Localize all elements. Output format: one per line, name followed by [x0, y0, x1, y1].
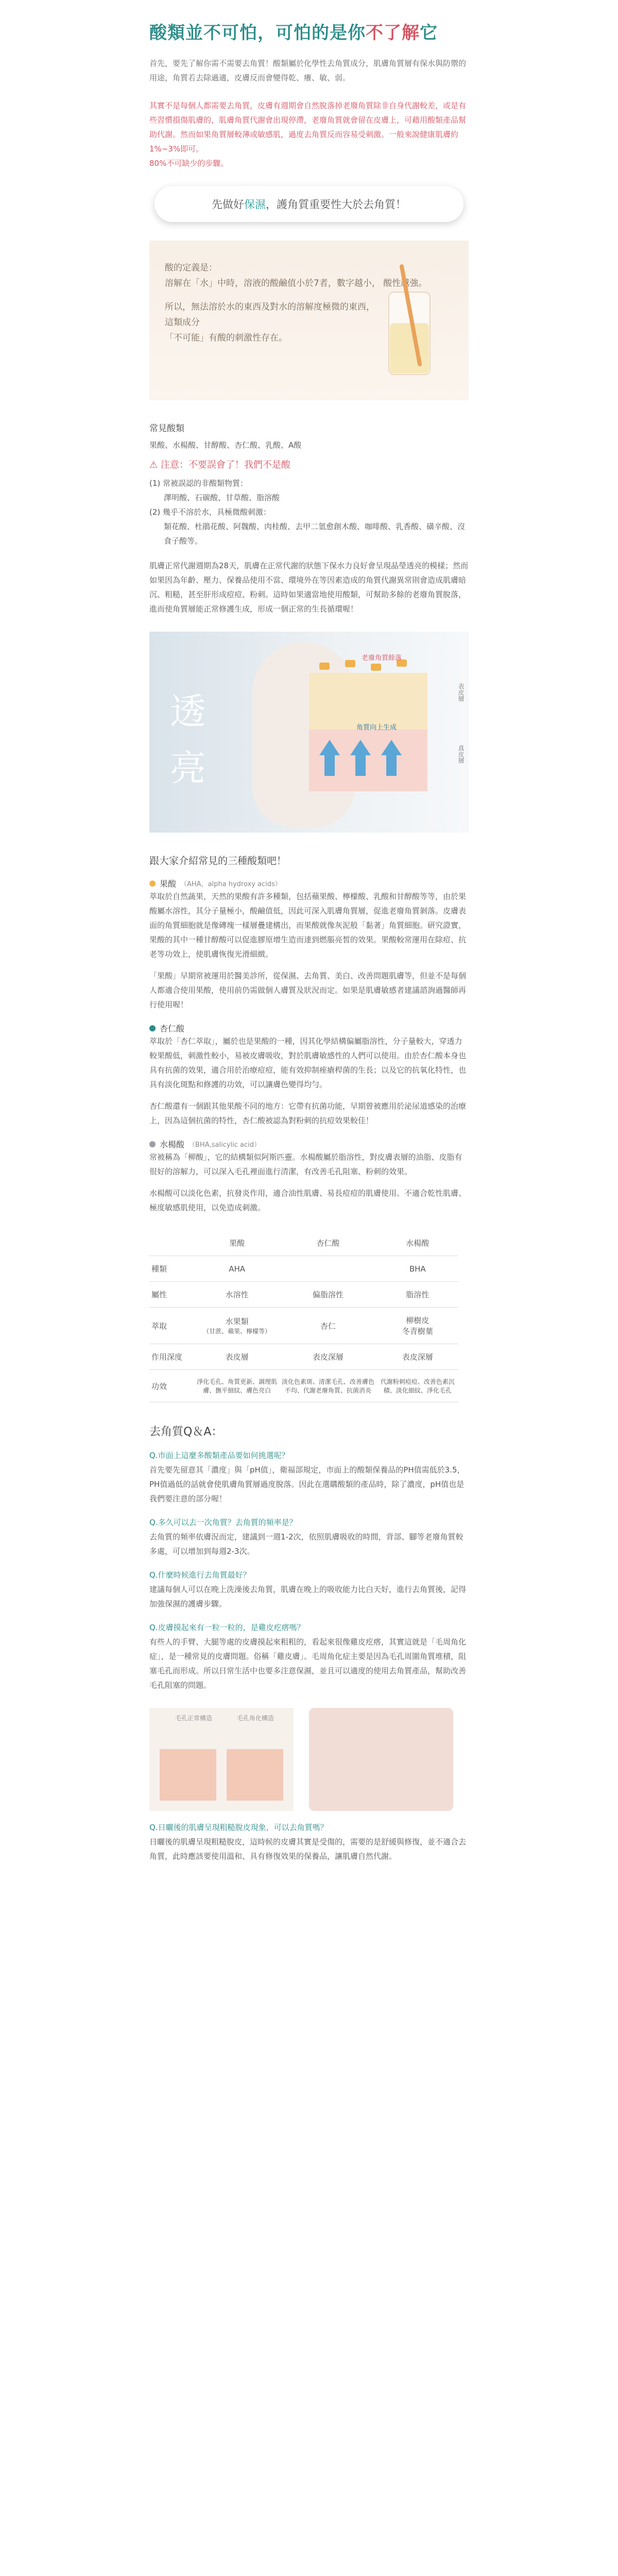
translucent-text: 透 亮 — [170, 690, 206, 789]
pore-images — [149, 1708, 469, 1811]
common-acids-list: 果酸、水楊酸、甘醇酸、杏仁酸、乳酸、A酸 — [149, 440, 302, 450]
common-acids-title: 常見酸類 — [149, 423, 184, 434]
warning-line: ⚠ 注意：不要誤會了！我們不是酸 — [149, 460, 290, 470]
svg-text:毛孔正常構造: 毛孔正常構造 — [175, 1715, 213, 1722]
moisture-callout: 先做好 保濕 ，護角質重要性大於去角質！ — [154, 186, 464, 222]
qa-title: 去角質Q＆A： — [149, 1426, 223, 1438]
content-column — [149, 0, 469, 222]
aha-heading: 果酸 （AHA，alpha hydroxy acids） — [149, 877, 469, 889]
acid-comparison-table: 果酸 杏仁酸 水楊酸 種類 AHA BHA 屬性 水溶性 偏脂溶性 脂溶性 萃取 水果類 （甘蔗、蘋果、檸檬等） 杏仁 柳樹皮 冬青樹葉 作用深度 表皮層 表皮深層 表皮深層 功效 淨化毛孔、角質更新、調理肌膚、撫平細紋、膚色亮白 淡化色素斑、清潔毛孔、改善膚色不均、代謝老廢角質、抗菌消炎 代謝粉刺痘痘、改善色素沉積、淡化細紋、淨化毛孔 — [149, 1230, 458, 1402]
acid-types-section: 跟大家介紹常見的三種酸類吧！ 果酸 （AHA，alpha hydroxy acids） 萃取於自然蔬果，天然的果酸有許多種類，包括蘋果酸、檸檬酸、乳酸和甘醇酸等等，由於果酸屬水溶性，其分子量極小，酸鹼值低，因此可深入肌膚角質層，促進老廢角質剝落。皮膚表面的角質細胞就是像磚塊一樣層疊建構出，而果酸就像灰泥般「黏著」角質細胞。研究證實，果酸的其中一種甘醇酸可以促進膠原增生造而達到燃脹亮皙的效果。果酸較常運用在除痘、抗老等功效上，使肌膚恢復光滑細緻。 「果酸」早期常被運用於醫美診所，從保濕、去角質、美白、改善問題肌膚等，但並不是每個人都適合使用果酸，使用前仍需做個人膚質及狀況而定。如果是肌膚敏感者建議諮詢過醫師再行使用喔！ 杏仁酸 萃取於「杏仁萃取」，屬於也是果酸的一種，因其化學結構偏屬脂溶性，分子量較大，穿透力較果酸低，刺激性較小，易被皮膚吸收，對於肌膚敏感性的人們可以使用。由於杏仁酸本身也具有抗菌的效果，適合用於治療痘痘，能有效抑制痤瘡桿菌的生長；以及它的抗氧化特性，也具有淡化斑點和修護的功效，可以讓膚色變得均勻。 杏仁酸還有一個跟其他果酸不同的地方：它帶有抗菌功能，早期曾被應用於泌尿道感染的治療上，因為這個抗菌的特性，杏仁酸被認為對粉刺的抗痘效果較佳！ 水楊酸 （BHA,salicylic acid） 常被稱為「柳酸」，它的結構類似阿斯匹靈。水楊酸屬於脂溶性，對皮膚表層的油脂、皮脂有很好的溶解力，可以深入毛孔裡面進行清潔，有改善毛孔阻塞、粉刺的效果。 水楊酸可以淡化色素，抗發炎作用，適合油性肌膚、易長痘痘的肌膚使用。不適合乾性肌膚、極度敏感肌使用，以免造成刺激。 果酸 杏仁酸 水楊酸 種類 AHA BHA 屬性 水溶性 偏脂溶性 脂溶性 萃取 水果類 （甘蔗、蘋果、檸檬等） 杏仁 柳樹皮 冬青樹葉 作用深度 表皮層 表皮深層 表皮深層 功效 淨化毛孔、角質更新、調理肌膚、撫平細紋、膚色亮白 淡化色素斑、清潔毛孔、改善膚色不均、代謝老廢角質、抗菌消炎 代謝粉刺痘痘、改善色素沉積、淡化細紋、淨化毛孔 — [149, 853, 469, 1402]
acid-definition-box — [149, 241, 469, 400]
aha-dot-icon — [149, 880, 156, 887]
intro-paragraph-2-last: 80%不可缺少的步驟。 — [149, 159, 229, 168]
warning-icon: ⚠ — [149, 460, 161, 470]
skin-photo — [309, 1708, 453, 1811]
intro-paragraph-2: 其實不是每個人都需要去角質，皮膚有週期會自然脫落掉老廢角質除非自身代謝較差，或是有些習慣損傷肌膚的，肌膚角質代謝會出現停滯，老廢角質就會留在皮膚上，可藉用酸類產品幫助代謝。然而如果角質層較薄或敏感肌，過度去角質反而容易受刺激。一般來說健康肌膚約1%~3%即可。 — [149, 101, 467, 154]
qa-item: Q.多久可以去一次角質？去角質的頻率是？ 去角質的頻率依膚況而定，建議到一週1-2次，依照肌膚吸收的時間，背部、腳等老廢角質較多處，可以增加到每週2-3次。 — [149, 1518, 464, 1556]
qa-section — [149, 1423, 469, 1863]
bha-dot-icon — [149, 1141, 156, 1147]
pore-structure-diagram — [149, 1708, 294, 1811]
mandelic-heading: 杏仁酸 — [149, 1022, 469, 1034]
qa-item: Q.皮膚摸起來有一粒一粒的，是雞皮疙瘩嗎？ 有些人的手臂、大腿等處的皮膚摸起來粗粗的，看起來很像雞皮疙瘩，其實這就是「毛周角化症」，是一種常見的皮膚問題。俗稱「雞皮膚」。毛周角化症主要是因為毛孔周圍角質堆積，阻塞毛孔而形成。所以日常生活中也要多注意保濕，並且可以適度的使用去角質產品，幫助改善毛孔阻塞的問題。 — [149, 1623, 467, 1690]
common-acids-section: 常見酸類 果酸、水楊酸、甘醇酸、杏仁酸、乳酸、A酸 ⚠ 注意：不要誤會了！我們不是酸 (1) 常被誤認的非酸類物質： 澤明酸、石碳酸、甘草酸、脂溶酸 (2) 幾乎不溶於水，具極微酸刺激： 類花酸、杜鵑花酸、阿魏酸、肉桂酸、去甲二氫愈創木酸、咖啡酸、乳香酸、磺辛酸、沒食子酸等。 肌膚正常代謝週期為28天，肌膚在正常代謝的狀態下保水力良好會呈現晶瑩透亮的模樣；然而如果因為年齡、壓力、保養品使用不當、環境外在等因素造成的角質代謝異常則會造成肌膚暗沉、粗糙，甚至肝形成痘痘、粉刺。這時如果適當地使用酸類，可幫助多餘的老廢角質脫落，進而使角質層能正常修護生成，形成一個正常的生長循環喔！ — [149, 421, 469, 616]
acid-definition-text: 酸的定義是： 溶解在「水」中時，溶液的酸鹼值小於7者，數字越小， 酸性越強。 所以，無法溶於水的東西及對水的溶解度極微的東西， 這類成分 「不可能」有酸的刺激性存在。 — [165, 263, 427, 343]
acid-types-title: 跟大家介紹常見的三種酸類吧！ — [149, 855, 287, 867]
skin-renewal-figure: 透 亮 老廢角質餘落 角質向上生成 表皮層 真皮層 — [149, 632, 469, 833]
qa-item: Q.市面上這麼多酸類產品要如何挑選呢？ 首先要先留意其「濃度」與「pH值」，衛福部規定，市面上的酸類保養品的PH值需低於3.5，PH值過低的話就會使肌膚角質層過度脫落。因此在選購酸類的產品時，除了濃度，pH值也是我們要注意的部分喔！ — [149, 1451, 465, 1503]
qa-item: Q.日曬後的肌膚呈現粗糙脫皮現象，可以去角質嗎？ 日曬後的肌膚呈現粗糙脫皮，這時候的皮膚其實是受傷的，需要的是舒緩與修復，並不適合去角質，此時應該要使用溫和、具有修復效果的保養品，讓肌膚自然代謝。 — [149, 1823, 467, 1861]
page-title: 酸類並不可怕，可怕的是你不了解它 — [149, 23, 438, 43]
svg-text:毛孔角化構造: 毛孔角化構造 — [237, 1715, 274, 1722]
beaker-illustration — [371, 261, 448, 380]
skin-cycle-paragraph: 肌膚正常代謝週期為28天，肌膚在正常代謝的狀態下保水力良好會呈現晶瑩透亮的模樣；然而如果因為年齡、壓力、保養品使用不當、環境外在等因素造成的角質代謝異常則會造成肌膚暗沉、粗糙，甚至肝形成痘痘、粉刺。這時如果適當地使用酸類，可幫助多餘的老廢角質脫落，進而使角質層能正常修護生成，形成一個正常的生長循環喔！ — [149, 561, 469, 614]
bha-heading: 水楊酸 （BHA,salicylic acid） — [149, 1138, 469, 1150]
qa-item: Q.什麼時候進行去角質最好？ 建議每個人可以在晚上洗澡後去角質，肌膚在晚上的吸收能力比白天好，進行去角質後，記得加強保濕的護膚步驟。 — [149, 1570, 467, 1608]
mandelic-dot-icon — [149, 1025, 156, 1031]
intro-paragraph-1: 首先，要先了解你需不需要去角質！酸類屬於化學性去角質成分，肌膚角質層有保水與防禦的用途，角質若去除過適，皮膚反而會變得乾、癢、敏、弱。 — [149, 59, 467, 82]
